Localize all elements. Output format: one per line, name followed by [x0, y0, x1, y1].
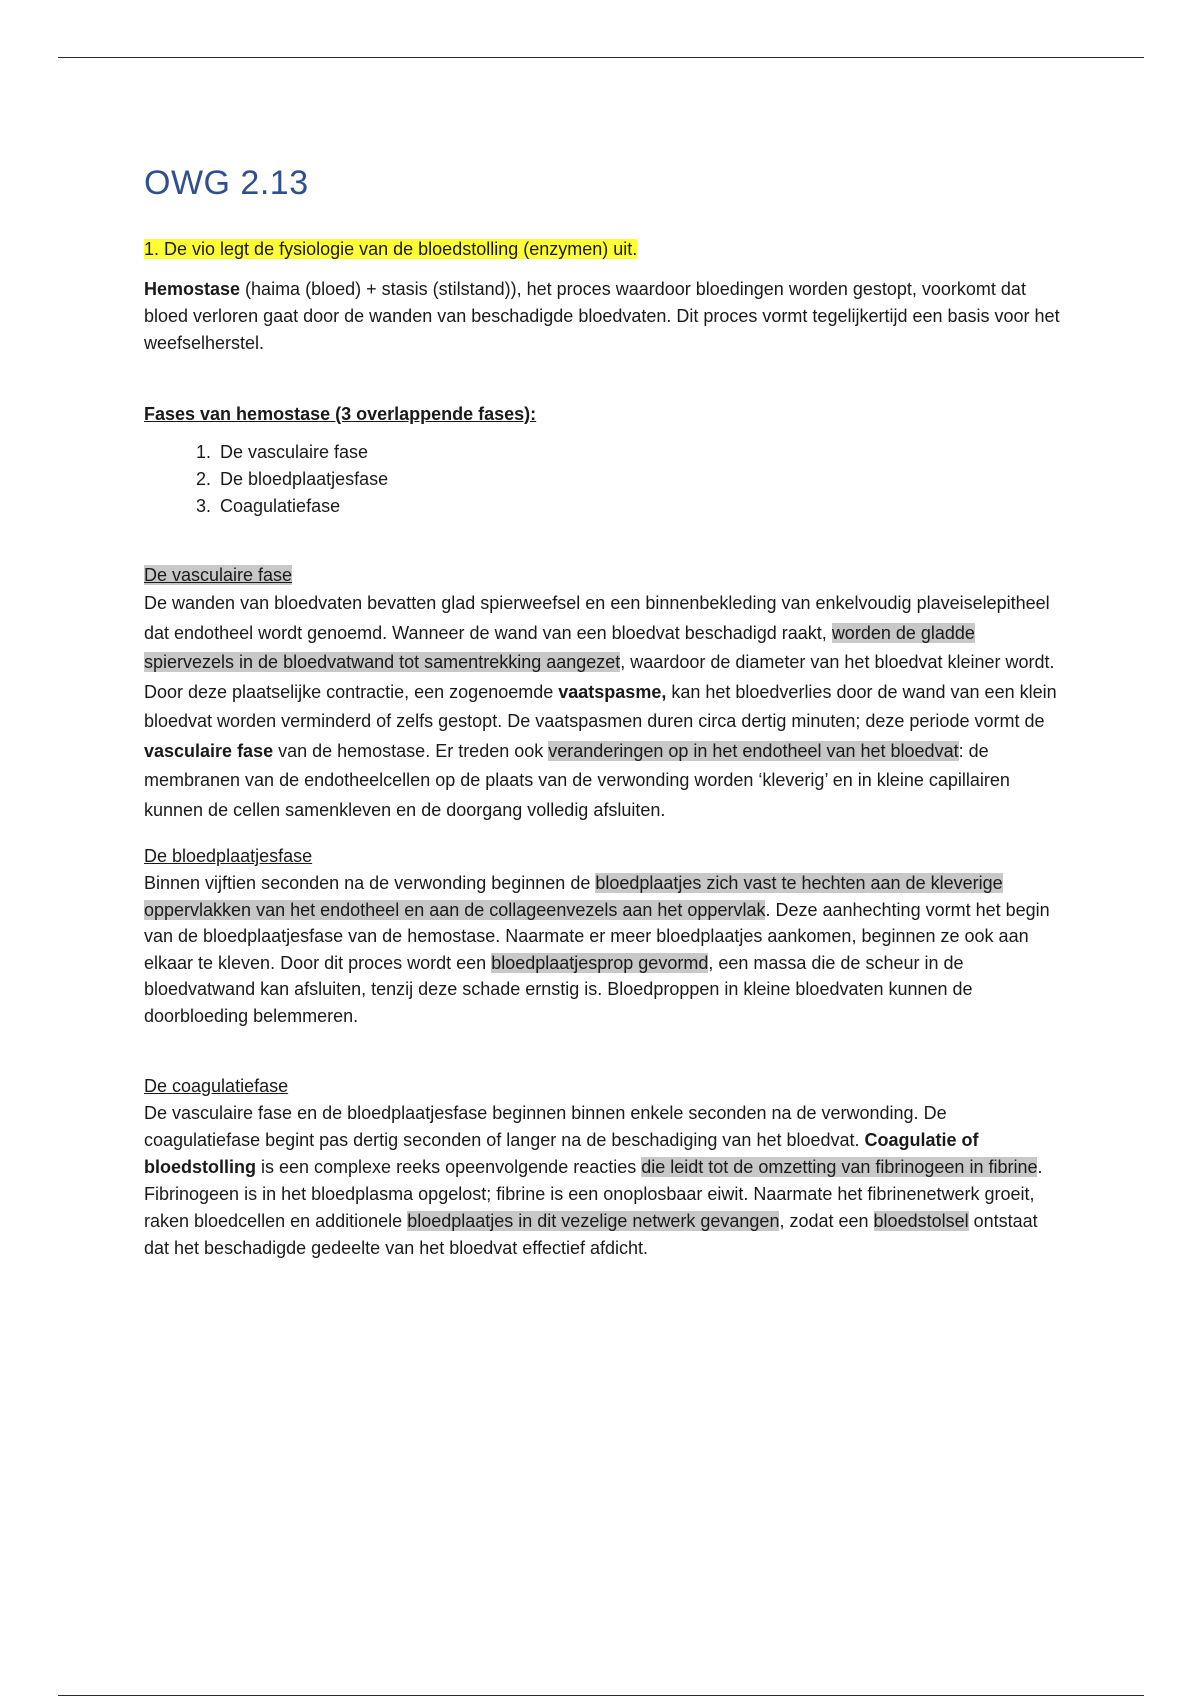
- bold-term: vaatspasme,: [558, 681, 667, 702]
- text-run: , waardoor de diameter van het bloedvat kleiner wordt. Door deze plaatselijke contractie, een zogenoemde: [144, 652, 1055, 702]
- highlight-run: bloedplaatjes in dit vezelige netwerk gevangen: [407, 1211, 780, 1231]
- text-run: ontstaat dat het beschadigde gedeelte van het bloedvat effectief afdicht.: [144, 1211, 1038, 1258]
- text-run: . Fibrinogeen is in het bloedplasma opgelost; fibrine is een onoplosbaar eiwit. Naarmate het fibrinenetwerk groeit, raken bloedcellen en additionele: [144, 1157, 1043, 1231]
- bold-term: Coagulatie of bloedstolling: [144, 1130, 979, 1177]
- document-page: [144, 160, 1064, 1262]
- highlight-run: die leidt tot de omzetting van fibrinogeen in fibrine: [641, 1157, 1038, 1177]
- question-heading: [144, 236, 1064, 262]
- section-heading-platelet: De bloedplaatjesfase: [144, 846, 313, 866]
- page-title: OWG 2.13: [144, 164, 309, 202]
- intro-text: (haima (bloed) + stasis (stilstand)), het proces waardoor bloedingen worden gestopt, voorkomt dat bloed verloren gaat door de wanden van beschadigde bloedvaten. Dit proces vormt tegelijkertijd een basis voor het weefselherstel.: [144, 279, 1060, 353]
- text-run: is een complexe reeks opeenvolgende reacties: [256, 1157, 642, 1177]
- text-run: kan het bloedverlies door de wand van een klein bloedvat worden verminderd of zelfs gestopt. De vaatspasmen duren circa dertig minuten; deze periode vormt de: [144, 681, 1057, 731]
- platelet-paragraph: [144, 870, 1064, 1029]
- intro-term: Hemostase: [144, 279, 241, 299]
- section-heading-vascular: De vasculaire fase: [144, 565, 293, 585]
- list-item: 3. Coagulatiefase: [216, 493, 1064, 520]
- phases-title: Fases van hemostase (3 overlappende fases):: [144, 404, 537, 424]
- list-item: 1. De vasculaire fase: [216, 439, 1064, 466]
- header-rule: [58, 57, 1144, 58]
- text-run: Binnen vijftien seconden na de verwonding beginnen de: [144, 873, 596, 893]
- text-run: . Deze aanhechting vormt het begin van de bloedplaatjesfase van de hemostase. Naarmate er meer bloedplaatjes aankomen, beginnen ze ook aan elkaar te kleven. Door dit proces wordt een: [144, 899, 1050, 973]
- text-run: , een massa die de scheur in de bloedvatwand kan afsluiten, tenzij deze schade ernstig is. Bloedproppen in kleine bloedvaten kunnen de doorbloeding belemmeren.: [144, 952, 973, 1026]
- text-run: De vasculaire fase en de bloedplaatjesfase beginnen binnen enkele seconden na de verwonding. De coagulatiefase begint pas dertig seconden of langer na de beschadiging van het bloedvat.: [144, 1103, 947, 1150]
- text-run: , zodat een: [779, 1211, 874, 1231]
- bold-term: vasculaire fase: [144, 740, 274, 761]
- section-vascular: [144, 562, 1064, 825]
- text-run: van de hemostase. Er treden ook: [273, 740, 549, 761]
- highlight-run: bloedplaatjesprop gevormd: [491, 952, 709, 973]
- highlight-run: veranderingen op in het endotheel van het bloedvat: [548, 740, 959, 761]
- vascular-paragraph: [144, 589, 1064, 825]
- section-heading-coagulation: De coagulatiefase: [144, 1076, 289, 1096]
- phases-list: [144, 439, 1064, 520]
- section-platelet: [144, 843, 1064, 1029]
- highlight-run: bloedplaatjes zich vast te hechten aan de kleverige oppervlakken van het endotheel en aan de collageenvezels aan het oppervlak: [144, 873, 1003, 920]
- text-run: De wanden van bloedvaten bevatten glad spierweefsel en een binnenbekleding van enkelvoudig plaveiselepitheel dat endotheel wordt genoemd. Wanneer de wand van een bloedvat beschadigd raakt,: [144, 593, 1050, 643]
- text-run: : de membranen van de endotheelcellen op de plaats van de verwonding worden ‘kleverig’ en in kleine capillairen kunnen de cellen samenkleven en de doorgang volledig afsluiten.: [144, 740, 1010, 820]
- list-item: 2. De bloedplaatjesfase: [216, 466, 1064, 493]
- footer-rule: [58, 1695, 1144, 1696]
- highlight-run: worden de gladde spiervezels in de bloedvatwand tot samentrekking aangezet: [144, 622, 975, 672]
- highlight-run: bloedstolsel: [873, 1211, 969, 1231]
- intro-paragraph: [144, 276, 1064, 357]
- coagulation-paragraph: [144, 1100, 1064, 1262]
- section-coagulation: [144, 1073, 1064, 1262]
- question-text: 1. De vio legt de fysiologie van de bloedstolling (enzymen) uit.: [144, 239, 638, 259]
